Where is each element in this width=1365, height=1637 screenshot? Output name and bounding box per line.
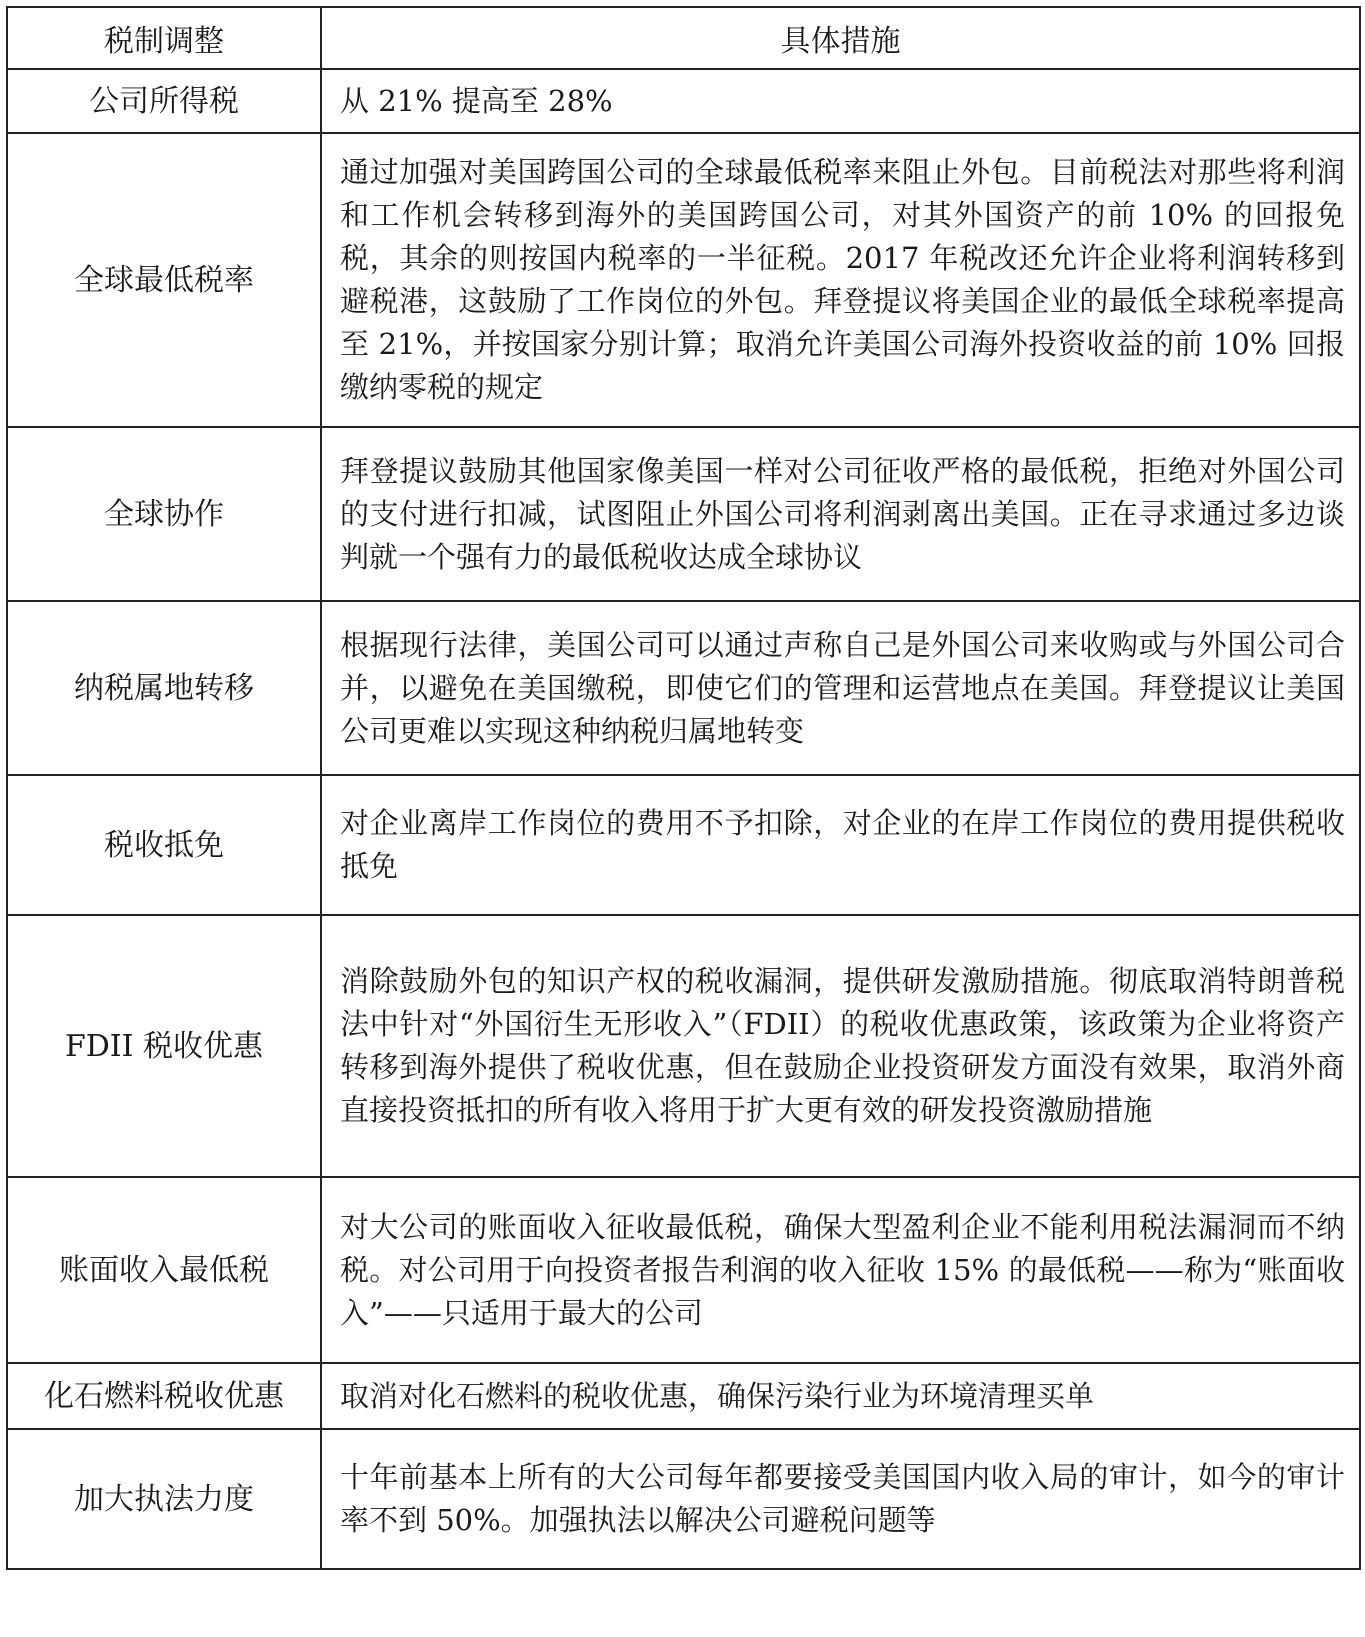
row-measure: 消除鼓励外包的知识产权的税收漏洞，提供研发激励措施。彻底取消特朗普税法中针对“外国衍生无形收入”（FDII）的税收优惠政策，该政策为企业将资产转移到海外提供了税收优惠，但在鼓励企业投资研发方面没有效果，取消外商直接投资抵扣的所有收入将用于扩大更有效的研发投资激励措施 (321, 915, 1360, 1177)
header-specific-measures: 具体措施 (321, 7, 1360, 69)
row-item: 纳税属地转移 (7, 601, 321, 775)
row-measure: 从 21% 提高至 28% (321, 69, 1360, 133)
row-measure: 对大公司的账面收入征收最低税，确保大型盈利企业不能利用税法漏洞而不纳税。对公司用于向投资者报告利润的收入征收 15% 的最低税——称为“账面收入”——只适用于最大的公司 (321, 1177, 1360, 1363)
row-item: 全球协作 (7, 427, 321, 601)
header-tax-adjustment: 税制调整 (7, 7, 321, 69)
row-item: FDII 税收优惠 (7, 915, 321, 1177)
table-row (7, 1363, 1360, 1429)
table-row (7, 775, 1360, 915)
row-measure: 取消对化石燃料的税收优惠，确保污染行业为环境清理买单 (321, 1363, 1360, 1429)
table-row (7, 601, 1360, 775)
table-row (7, 427, 1360, 601)
table-row (7, 133, 1360, 427)
row-measure: 十年前基本上所有的大公司每年都要接受美国国内收入局的审计，如今的审计率不到 50%。加强执法以解决公司避税问题等 (321, 1429, 1360, 1569)
row-item: 化石燃料税收优惠 (7, 1363, 321, 1429)
row-item: 全球最低税率 (7, 133, 321, 427)
tax-measures-table (6, 6, 1361, 1570)
row-measure: 对企业离岸工作岗位的费用不予扣除，对企业的在岸工作岗位的费用提供税收抵免 (321, 775, 1360, 915)
table-row (7, 1429, 1360, 1569)
row-item: 账面收入最低税 (7, 1177, 321, 1363)
table-row (7, 915, 1360, 1177)
table-row (7, 1177, 1360, 1363)
table-header-row (7, 7, 1360, 69)
table-row (7, 69, 1360, 133)
row-measure: 拜登提议鼓励其他国家像美国一样对公司征收严格的最低税，拒绝对外国公司的支付进行扣减，试图阻止外国公司将利润剥离出美国。正在寻求通过多边谈判就一个强有力的最低税收达成全球协议 (321, 427, 1360, 601)
row-item: 加大执法力度 (7, 1429, 321, 1569)
row-measure: 根据现行法律，美国公司可以通过声称自己是外国公司来收购或与外国公司合并，以避免在美国缴税，即使它们的管理和运营地点在美国。拜登提议让美国公司更难以实现这种纳税归属地转变 (321, 601, 1360, 775)
row-item: 公司所得税 (7, 69, 321, 133)
row-measure: 通过加强对美国跨国公司的全球最低税率来阻止外包。目前税法对那些将利润和工作机会转移到海外的美国跨国公司，对其外国资产的前 10% 的回报免税，其余的则按国内税率的一半征税。2017 年税改还允许企业将利润转移到避税港，这鼓励了工作岗位的外包。拜登提议将美国企业的最低全球税率提高至 21%，并按国家分别计算；取消允许美国公司海外投资收益的前 10% 回报缴纳零税的规定 (321, 133, 1360, 427)
row-item: 税收抵免 (7, 775, 321, 915)
